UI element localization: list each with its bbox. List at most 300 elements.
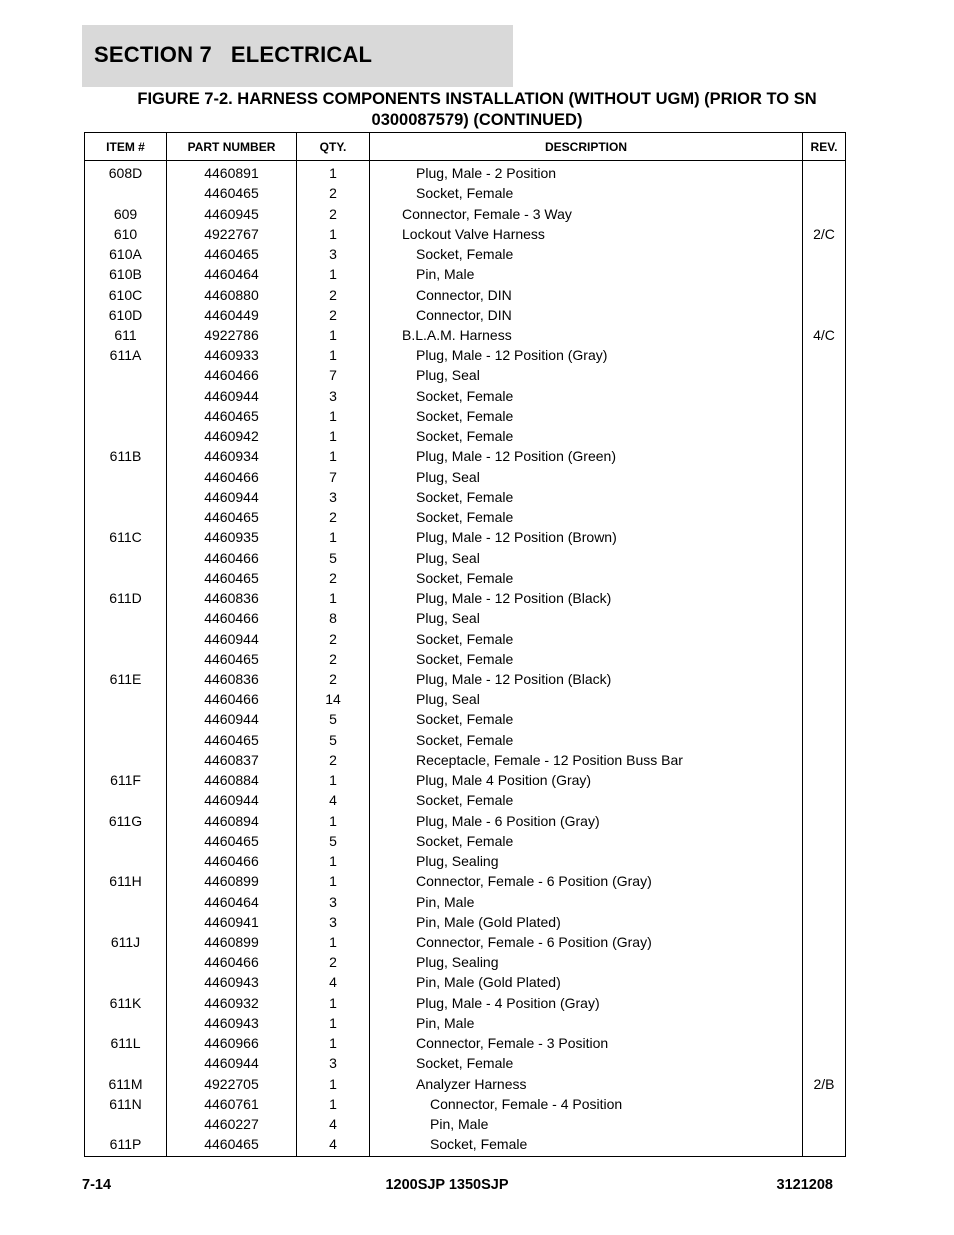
rev-cell [803, 770, 846, 790]
description-cell [370, 406, 803, 426]
item-cell [85, 406, 167, 426]
description-text: Connector, Female - 3 Position [416, 1035, 609, 1052]
table-row [85, 547, 846, 567]
rev-cell [803, 446, 846, 466]
item-cell: 611M [85, 1074, 167, 1094]
rev-cell [803, 588, 846, 608]
item-cell [85, 851, 167, 871]
rev-cell [803, 183, 846, 203]
qty-cell: 1 [297, 1033, 370, 1053]
item-cell [85, 386, 167, 406]
part-number-cell: 4460942 [167, 426, 297, 446]
qty-cell: 1 [297, 811, 370, 831]
rev-cell [803, 305, 846, 325]
rev-cell [803, 730, 846, 750]
rev-cell [803, 284, 846, 304]
part-number-cell: 4460944 [167, 709, 297, 729]
rev-cell [803, 993, 846, 1013]
rev-cell [803, 628, 846, 648]
item-cell [85, 507, 167, 527]
item-cell: 611A [85, 345, 167, 365]
table-row [85, 932, 846, 952]
table-row [85, 1053, 846, 1073]
description-cell [370, 891, 803, 911]
table-row [85, 1094, 846, 1114]
item-cell: 610A [85, 244, 167, 264]
item-cell: 611D [85, 588, 167, 608]
qty-cell: 5 [297, 730, 370, 750]
rev-cell [803, 161, 846, 184]
table-row [85, 1013, 846, 1033]
table-row [85, 406, 846, 426]
qty-cell: 4 [297, 972, 370, 992]
qty-cell: 3 [297, 487, 370, 507]
item-cell: 611N [85, 1094, 167, 1114]
description-cell [370, 1134, 803, 1157]
item-cell [85, 628, 167, 648]
part-number-cell: 4460945 [167, 203, 297, 223]
description-cell [370, 669, 803, 689]
item-cell: 611K [85, 993, 167, 1013]
rev-cell [803, 689, 846, 709]
description-cell [370, 811, 803, 831]
item-cell: 611E [85, 669, 167, 689]
item-cell: 611H [85, 871, 167, 891]
description-text: B.L.A.M. Harness [402, 326, 512, 343]
table-row [85, 891, 846, 911]
description-text: Plug, Seal [416, 610, 480, 627]
table-row [85, 811, 846, 831]
part-number-cell: 4460934 [167, 446, 297, 466]
qty-cell: 1 [297, 426, 370, 446]
qty-cell: 1 [297, 871, 370, 891]
qty-cell: 5 [297, 709, 370, 729]
description-cell [370, 183, 803, 203]
description-cell [370, 467, 803, 487]
table-row [85, 305, 846, 325]
description-cell [370, 161, 803, 184]
item-cell [85, 1114, 167, 1134]
description-cell [370, 487, 803, 507]
table-row [85, 365, 846, 385]
rev-cell [803, 972, 846, 992]
item-cell: 611P [85, 1134, 167, 1157]
table-row [85, 284, 846, 304]
qty-cell: 3 [297, 891, 370, 911]
rev-cell [803, 669, 846, 689]
item-cell [85, 972, 167, 992]
description-text: Plug, Male - 12 Position (Gray) [416, 347, 608, 364]
description-cell [370, 1013, 803, 1033]
description-text: Socket, Female [416, 428, 514, 445]
description-text: Pin, Male [416, 1014, 475, 1031]
part-number-cell: 4460466 [167, 467, 297, 487]
item-cell [85, 183, 167, 203]
part-number-cell: 4922786 [167, 325, 297, 345]
description-text: Connector, Female - 6 Position (Gray) [416, 934, 652, 951]
description-cell [370, 568, 803, 588]
table-row [85, 527, 846, 547]
item-cell: 611F [85, 770, 167, 790]
part-number-cell: 4922705 [167, 1074, 297, 1094]
description-cell [370, 386, 803, 406]
description-text: Plug, Male - 4 Position (Gray) [416, 994, 600, 1011]
qty-cell: 1 [297, 527, 370, 547]
description-text: Plug, Sealing [416, 954, 499, 971]
table-row [85, 1134, 846, 1157]
part-number-cell: 4460466 [167, 547, 297, 567]
part-number-cell: 4460944 [167, 386, 297, 406]
table-header-row [85, 133, 846, 161]
part-number-cell: 4460966 [167, 1033, 297, 1053]
qty-cell: 2 [297, 284, 370, 304]
description-cell [370, 932, 803, 952]
table-row [85, 851, 846, 871]
qty-cell: 1 [297, 1013, 370, 1033]
rev-cell [803, 709, 846, 729]
description-cell [370, 912, 803, 932]
description-cell [370, 1094, 803, 1114]
description-text: Plug, Seal [416, 549, 480, 566]
rev-cell [803, 1134, 846, 1157]
section-header-bar [82, 25, 513, 87]
table-row [85, 183, 846, 203]
description-text: Pin, Male (Gold Plated) [416, 974, 561, 991]
table-row [85, 487, 846, 507]
description-text: Plug, Male - 12 Position (Black) [416, 670, 612, 687]
qty-cell: 1 [297, 264, 370, 284]
item-cell [85, 547, 167, 567]
table-row [85, 750, 846, 770]
table-row [85, 1033, 846, 1053]
part-number-cell: 4460761 [167, 1094, 297, 1114]
description-text: Socket, Female [430, 1136, 528, 1153]
description-cell [370, 831, 803, 851]
figure-title-line-1: FIGURE 7-2. HARNESS COMPONENTS INSTALLATION (WITHOUT UGM) (PRIOR TO SN [137, 90, 817, 108]
rev-cell [803, 831, 846, 851]
table-row [85, 871, 846, 891]
part-number-cell: 4460465 [167, 568, 297, 588]
section-title: SECTION 7 ELECTRICAL [94, 42, 373, 67]
item-cell [85, 1053, 167, 1073]
table-row [85, 1114, 846, 1134]
part-number-cell: 4460465 [167, 244, 297, 264]
table-row [85, 426, 846, 446]
rev-cell [803, 487, 846, 507]
qty-cell: 7 [297, 467, 370, 487]
description-cell [370, 365, 803, 385]
figure-title-line-2: 0300087579) (CONTINUED) [371, 111, 583, 129]
description-text: Plug, Seal [416, 691, 480, 708]
table-row [85, 568, 846, 588]
part-number-cell: 4460836 [167, 669, 297, 689]
description-cell [370, 750, 803, 770]
description-cell [370, 628, 803, 648]
table-row [85, 386, 846, 406]
rev-cell: 2/C [803, 224, 846, 244]
part-number-cell: 4460465 [167, 831, 297, 851]
rev-cell [803, 649, 846, 669]
header-part-number: PART NUMBER [167, 133, 297, 161]
qty-cell: 2 [297, 203, 370, 223]
description-cell [370, 952, 803, 972]
qty-cell: 2 [297, 952, 370, 972]
item-cell [85, 568, 167, 588]
description-text: Socket, Female [416, 731, 514, 748]
description-text: Connector, Female - 3 Way [402, 205, 572, 222]
table-row [85, 325, 846, 345]
part-number-cell: 4460465 [167, 649, 297, 669]
item-cell [85, 790, 167, 810]
parts-table [84, 132, 846, 1157]
description-cell [370, 1053, 803, 1073]
item-cell [85, 750, 167, 770]
item-cell [85, 689, 167, 709]
qty-cell: 1 [297, 446, 370, 466]
parts-table-body [85, 161, 846, 1157]
qty-cell: 5 [297, 547, 370, 567]
part-number-cell: 4460932 [167, 993, 297, 1013]
item-cell [85, 649, 167, 669]
description-cell [370, 345, 803, 365]
description-text: Socket, Female [416, 387, 514, 404]
item-cell [85, 467, 167, 487]
header-rev: REV. [803, 133, 846, 161]
rev-cell [803, 790, 846, 810]
rev-cell [803, 912, 846, 932]
item-cell [85, 730, 167, 750]
part-number-cell: 4460466 [167, 851, 297, 871]
qty-cell: 2 [297, 305, 370, 325]
part-number-cell: 4460884 [167, 770, 297, 790]
qty-cell: 1 [297, 1094, 370, 1114]
description-cell [370, 224, 803, 244]
table-row [85, 790, 846, 810]
table-row [85, 669, 846, 689]
qty-cell: 3 [297, 1053, 370, 1073]
part-number-cell: 4460891 [167, 161, 297, 184]
rev-cell [803, 345, 846, 365]
description-text: Socket, Female [416, 711, 514, 728]
rev-cell [803, 203, 846, 223]
item-cell [85, 709, 167, 729]
header-item: ITEM # [85, 133, 167, 161]
description-text: Plug, Male - 12 Position (Green) [416, 448, 616, 465]
qty-cell: 2 [297, 507, 370, 527]
description-cell [370, 689, 803, 709]
table-row [85, 972, 846, 992]
description-text: Plug, Seal [416, 367, 480, 384]
qty-cell: 2 [297, 750, 370, 770]
description-text: Connector, DIN [416, 306, 512, 323]
rev-cell: 4/C [803, 325, 846, 345]
rev-cell [803, 406, 846, 426]
table-row [85, 345, 846, 365]
description-cell [370, 264, 803, 284]
description-text: Plug, Male 4 Position (Gray) [416, 772, 592, 789]
qty-cell: 1 [297, 588, 370, 608]
description-text: Socket, Female [416, 792, 514, 809]
description-cell [370, 547, 803, 567]
part-number-cell: 4460465 [167, 183, 297, 203]
description-cell [370, 588, 803, 608]
part-number-cell: 4460941 [167, 912, 297, 932]
item-cell [85, 426, 167, 446]
description-text: Socket, Female [416, 650, 514, 667]
description-cell [370, 770, 803, 790]
rev-cell [803, 467, 846, 487]
rev-cell [803, 891, 846, 911]
description-text: Plug, Male - 2 Position [416, 165, 557, 182]
table-row [85, 952, 846, 972]
rev-cell [803, 264, 846, 284]
part-number-cell: 4460464 [167, 264, 297, 284]
table-row [85, 730, 846, 750]
rev-cell [803, 527, 846, 547]
item-cell: 610 [85, 224, 167, 244]
description-cell [370, 426, 803, 446]
rev-cell: 2/B [803, 1074, 846, 1094]
part-number-cell: 4460466 [167, 689, 297, 709]
item-cell [85, 365, 167, 385]
qty-cell: 3 [297, 912, 370, 932]
description-text: Receptacle, Female - 12 Position Buss Bar [416, 751, 683, 768]
rev-cell [803, 608, 846, 628]
description-text: Plug, Male - 6 Position (Gray) [416, 812, 600, 829]
description-cell [370, 790, 803, 810]
table-row [85, 224, 846, 244]
description-cell [370, 871, 803, 891]
description-text: Pin, Male [430, 1116, 489, 1133]
rev-cell [803, 952, 846, 972]
qty-cell: 3 [297, 244, 370, 264]
description-text: Socket, Female [416, 407, 514, 424]
table-row [85, 467, 846, 487]
table-row [85, 507, 846, 527]
item-cell: 610D [85, 305, 167, 325]
table-row [85, 1074, 846, 1094]
qty-cell: 2 [297, 628, 370, 648]
item-cell: 610B [85, 264, 167, 284]
description-text: Connector, Female - 4 Position [430, 1095, 623, 1112]
table-row [85, 709, 846, 729]
table-row [85, 649, 846, 669]
header-qty: QTY. [297, 133, 370, 161]
rev-cell [803, 1114, 846, 1134]
part-number-cell: 4460465 [167, 1134, 297, 1157]
qty-cell: 5 [297, 831, 370, 851]
part-number-cell: 4460466 [167, 365, 297, 385]
rev-cell [803, 1013, 846, 1033]
table-row [85, 608, 846, 628]
table-row [85, 244, 846, 264]
rev-cell [803, 507, 846, 527]
part-number-cell: 4460837 [167, 750, 297, 770]
description-text: Plug, Seal [416, 468, 480, 485]
qty-cell: 1 [297, 770, 370, 790]
description-text: Socket, Female [416, 246, 514, 263]
part-number-cell: 4460880 [167, 284, 297, 304]
part-number-cell: 4460899 [167, 932, 297, 952]
qty-cell: 2 [297, 183, 370, 203]
part-number-cell: 4460944 [167, 487, 297, 507]
description-cell [370, 1074, 803, 1094]
description-cell [370, 709, 803, 729]
footer-doc-number: 3121208 [776, 1177, 833, 1193]
description-cell [370, 507, 803, 527]
item-cell: 611B [85, 446, 167, 466]
part-number-cell: 4460465 [167, 406, 297, 426]
part-number-cell: 4922767 [167, 224, 297, 244]
description-cell [370, 993, 803, 1013]
item-cell: 609 [85, 203, 167, 223]
part-number-cell: 4460227 [167, 1114, 297, 1134]
description-text: Pin, Male (Gold Plated) [416, 913, 561, 930]
description-cell [370, 608, 803, 628]
item-cell: 611 [85, 325, 167, 345]
description-text: Socket, Female [416, 509, 514, 526]
part-number-cell: 4460449 [167, 305, 297, 325]
description-cell [370, 972, 803, 992]
part-number-cell: 4460466 [167, 608, 297, 628]
description-cell [370, 203, 803, 223]
rev-cell [803, 932, 846, 952]
part-number-cell: 4460466 [167, 952, 297, 972]
description-cell [370, 1033, 803, 1053]
description-cell [370, 446, 803, 466]
part-number-cell: 4460943 [167, 1013, 297, 1033]
table-row [85, 770, 846, 790]
item-cell: 611C [85, 527, 167, 547]
part-number-cell: 4460944 [167, 628, 297, 648]
description-text: Connector, DIN [416, 286, 512, 303]
part-number-cell: 4460944 [167, 790, 297, 810]
rev-cell [803, 811, 846, 831]
item-cell [85, 1013, 167, 1033]
item-cell [85, 952, 167, 972]
item-cell [85, 912, 167, 932]
item-cell: 611G [85, 811, 167, 831]
qty-cell: 4 [297, 1134, 370, 1157]
table-row [85, 203, 846, 223]
rev-cell [803, 871, 846, 891]
qty-cell: 1 [297, 1074, 370, 1094]
description-text: Lockout Valve Harness [402, 225, 545, 242]
footer-model: 1200SJP 1350SJP [385, 1177, 509, 1193]
item-cell [85, 891, 167, 911]
part-number-cell: 4460465 [167, 507, 297, 527]
part-number-cell: 4460899 [167, 871, 297, 891]
description-text: Connector, Female - 6 Position (Gray) [416, 873, 652, 890]
description-cell [370, 244, 803, 264]
part-number-cell: 4460944 [167, 1053, 297, 1073]
description-text: Socket, Female [416, 569, 514, 586]
item-cell [85, 487, 167, 507]
part-number-cell: 4460933 [167, 345, 297, 365]
description-cell [370, 649, 803, 669]
table-row [85, 588, 846, 608]
qty-cell: 1 [297, 932, 370, 952]
description-text: Socket, Female [416, 832, 514, 849]
qty-cell: 1 [297, 851, 370, 871]
qty-cell: 1 [297, 325, 370, 345]
qty-cell: 1 [297, 993, 370, 1013]
description-cell [370, 325, 803, 345]
item-cell: 611J [85, 932, 167, 952]
rev-cell [803, 750, 846, 770]
table-row [85, 264, 846, 284]
description-cell [370, 1114, 803, 1134]
